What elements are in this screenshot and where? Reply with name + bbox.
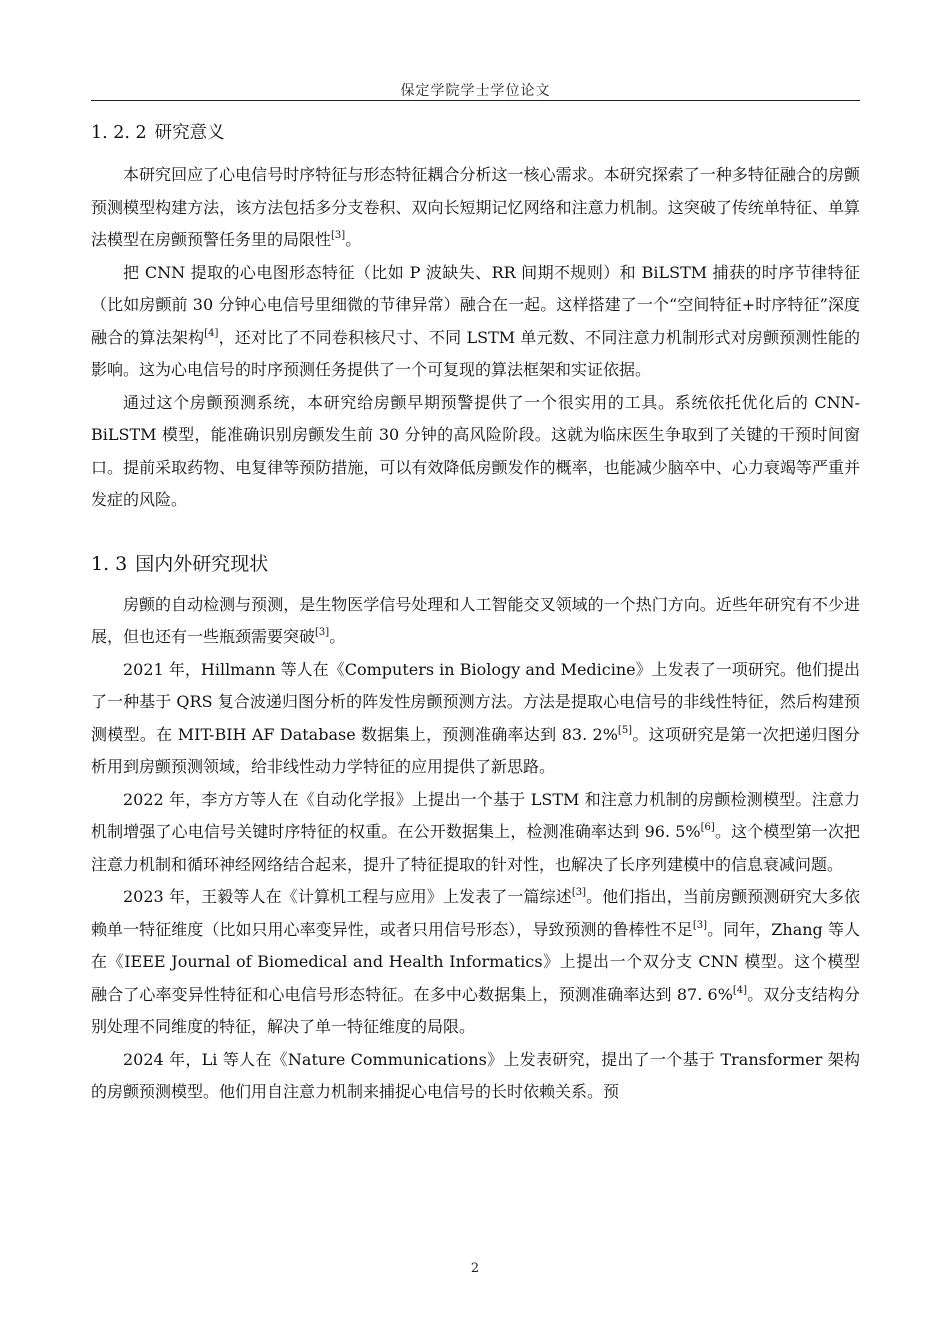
citation: [5]: [617, 724, 633, 736]
citation: [4]: [732, 984, 748, 996]
paragraph: 2021 年，Hillmann 等人在《Computers in Biology and Medicine》上发表了一项研究。他们提出了一种基于 QRS 复合波递归图分析的阵发性房颤预测方法。方法是提取心电信号的非线性特征，然后构建预测模型。在 MIT-BIH AF Database 数据集上，预测准确率达到 83. 2%[5]。这项研究是第一次把递归图分析用到房颤预测领域，给非线性动力学特征的应用提供了新思路。: [91, 659, 860, 776]
citation: [3]: [692, 919, 708, 931]
heading-number: 1. 3: [91, 552, 128, 575]
citation: [6]: [700, 822, 715, 833]
paragraph: 2024 年，Li 等人在《Nature Communications》上发表研究，提出了一个基于 Transformer 架构的房颤预测模型。他们用自注意力机制来捕捉心电信号的长时依赖关系。预: [91, 1049, 860, 1101]
citation: [4]: [204, 327, 219, 339]
citation: [3]: [331, 230, 346, 241]
paragraph: 通过这个房颤预测系统，本研究给房颤早期预警提供了一个很实用的工具。系统依托优化后的 CNN-BiLSTM 模型，能准确识别房颤发生前 30 分钟的高风险阶段。这就为临床医生争取到了关键的干预时间窗口。提前采取药物、电复律等预防措施，可以有效降低房颤发作的概率，也能减少脑卒中、心力衰竭等严重并发症的风险。: [91, 392, 860, 509]
heading-1-2-2: [91, 117, 860, 149]
page-number: 2: [470, 1261, 480, 1276]
citation: [3]: [315, 627, 330, 638]
page-header: 保定学院学士学位论文: [400, 83, 551, 99]
heading-title: 研究意义: [154, 123, 225, 143]
paragraph: 2022 年，李方方等人在《自动化学报》上提出一个基于 LSTM 和注意力机制的房颤检测模型。注意力机制增强了心电信号关键时序特征的权重。在公开数据集上，检测准确率达到 96. 5%[6]。这个模型第一次把注意力机制和循环神经网络结合起来，提升了特征提取的针对性，也解决了长序列建模中的信息衰减问题。: [91, 789, 860, 874]
paragraph: 2023 年，王毅等人在《计算机工程与应用》上发表了一篇综述[3]。他们指出，当前房颤预测研究大多依赖单一特征维度（比如只用心率变异性，或者只用信号形态），导致预测的鲁棒性不足[3]。同年，Zhang 等人在《IEEE Journal of Biomedical and Health Informatics》上提出一个双分支 CNN 模型。这个模型融合了心率变异性特征和心电信号形态特征。在多中心数据集上，预测准确率达到 87. 6%[4]。双分支结构分别处理不同维度的特征，解决了单一特征维度的局限。: [91, 887, 860, 1036]
heading-1-3: [91, 547, 860, 581]
header-rule: [91, 100, 860, 101]
paragraph: 把 CNN 提取的心电图形态特征（比如 P 波缺失、RR 间期不规则）和 BiLSTM 捕获的时序节律特征（比如房颤前 30 分钟心电信号里细微的节律异常）融合在一起。这样搭建了一个“空间特征+时序特征”深度融合的算法架构[4]，还对比了不同卷积核尺寸、不同 LSTM 单元数、不同注意力机制形式对房颤预测性能的影响。这为心电信号的时序预测任务提供了一个可复现的算法框架和实证依据。: [91, 262, 860, 379]
heading-title: 国内外研究现状: [135, 552, 269, 575]
paragraph: 房颤的自动检测与预测，是生物医学信号处理和人工智能交叉领域的一个热门方向。近些年研究有不少进展，但也还有一些瓶颈需要突破[3]。: [91, 594, 860, 646]
citation: [3]: [571, 887, 587, 898]
page-body: [91, 117, 860, 1109]
paragraph: 本研究回应了心电信号时序特征与形态特征耦合分析这一核心需求。本研究探索了一种多特征融合的房颤预测模型构建方法，该方法包括多分支卷积、双向长短期记忆网络和注意力机制。这突破了传统单特征、单算法模型在房颤预警任务里的局限性[3]。: [91, 165, 860, 249]
heading-number: 1. 2. 2: [91, 123, 147, 143]
